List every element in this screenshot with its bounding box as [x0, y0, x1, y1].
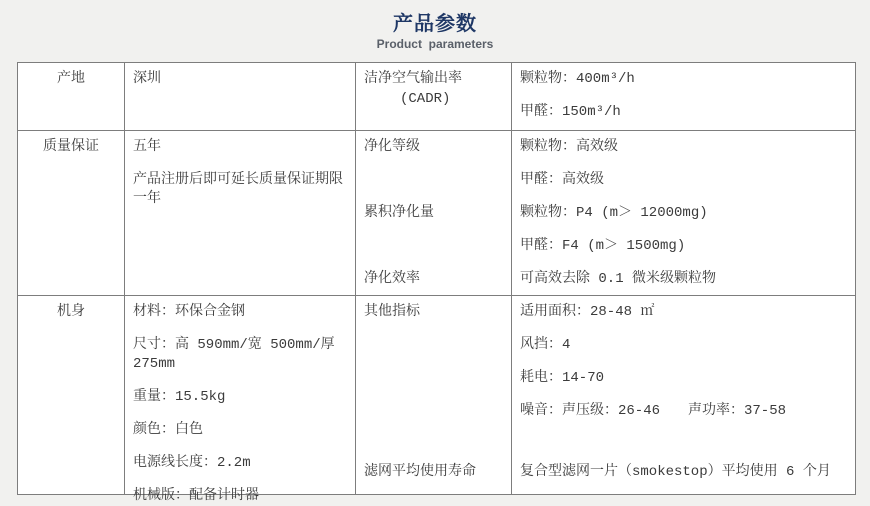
spec-line: 甲醛：高效级	[520, 172, 604, 188]
page-title: 产品参数	[393, 13, 477, 35]
spec-cell-warranty-col2	[125, 131, 356, 296]
spec-cell-origin-col2	[125, 63, 356, 131]
spec-cell-origin-col3	[356, 63, 512, 131]
spec-line: 耗电：14-70	[520, 370, 605, 386]
spec-line: 洁净空气输出率	[364, 71, 462, 87]
spec-line: 深圳	[133, 71, 161, 87]
spec-line: 尺寸：高 590mm/宽 500mm/厚 275mm	[133, 337, 335, 372]
spec-line: 甲醛：F4 (m＞ 1500mg)	[520, 238, 686, 254]
product-parameters-table	[17, 62, 856, 504]
spec-line: 风挡：4	[520, 337, 571, 353]
spec-line: 颗粒物：P4 (m＞ 12000mg)	[520, 205, 708, 221]
page-subtitle: Product parameters	[376, 37, 494, 51]
spec-cell-origin-col4	[512, 63, 855, 131]
spec-line: 净化等级	[364, 139, 420, 155]
spec-line: 产品注册后即可延长质量保证期限一年	[133, 172, 343, 207]
spec-line: 复合型滤网一片（smokestop）平均使用 6 个月	[520, 464, 831, 480]
spec-line: 电源线长度：2.2m	[133, 455, 251, 471]
row-label-warranty	[18, 131, 125, 296]
row-label-text: 质量保证	[43, 139, 99, 155]
spec-line: 滤网平均使用寿命	[364, 464, 476, 480]
spec-cell-body-col3	[356, 296, 512, 494]
spec-line: (CADR)	[400, 91, 451, 107]
spec-line: 机械版：配备计时器	[133, 488, 259, 504]
spec-line: 重量：15.5kg	[133, 389, 226, 405]
row-label-body	[18, 296, 125, 494]
spec-cell-warranty-col3	[356, 131, 512, 296]
page-header	[0, 0, 870, 51]
spec-line: 其他指标	[364, 304, 420, 320]
row-label-text: 产地	[57, 71, 85, 87]
row-label-text: 机身	[57, 304, 85, 320]
spec-line: 噪音：声压级：26-46 声功率：37-58	[520, 403, 787, 419]
spec-line: 颗粒物：400m³/h	[520, 71, 635, 87]
spec-line: 材料：环保合金钢	[133, 304, 245, 320]
spec-line: 颜色：白色	[133, 422, 203, 438]
spec-line: 适用面积：28-48 ㎡	[520, 304, 655, 320]
spec-cell-body-col2	[125, 296, 356, 504]
spec-line: 甲醛：150m³/h	[520, 104, 621, 120]
spec-line: 五年	[133, 139, 161, 155]
spec-line: 净化效率	[364, 271, 420, 287]
spec-line: 可高效去除 0.1 微米级颗粒物	[520, 271, 717, 287]
spec-cell-body-col4	[512, 296, 855, 494]
spec-cell-warranty-col4	[512, 131, 855, 296]
spec-line: 累积净化量	[364, 205, 434, 221]
row-label-origin	[18, 63, 125, 131]
spec-line: 颗粒物：高效级	[520, 139, 618, 155]
